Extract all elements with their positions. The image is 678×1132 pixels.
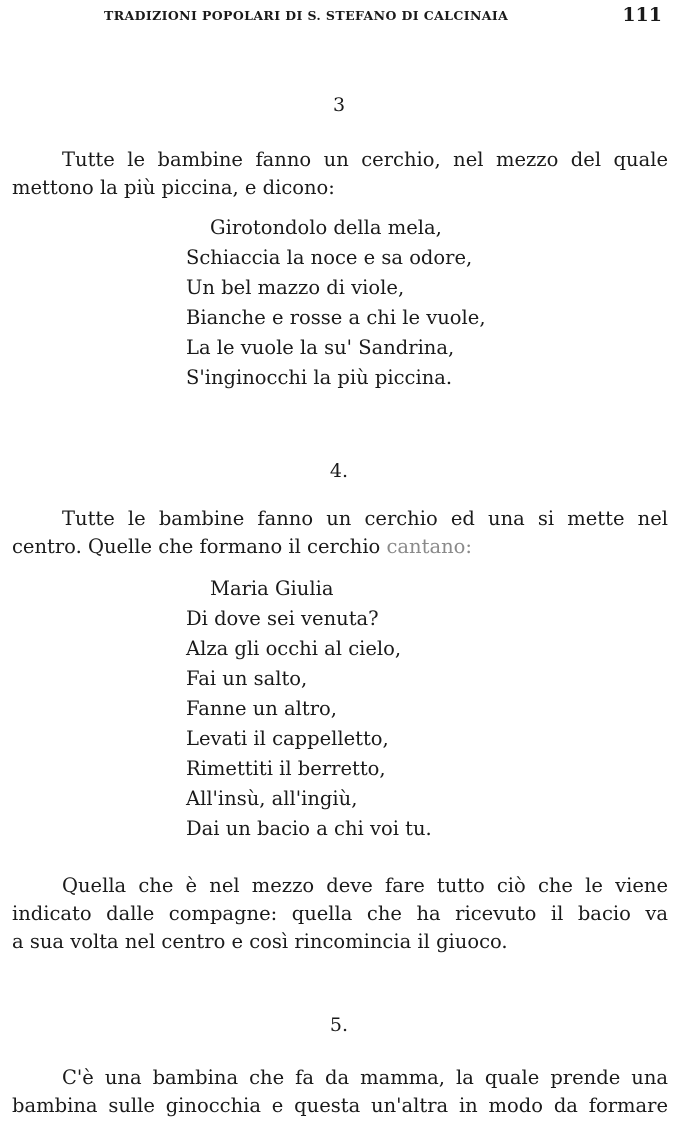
intro-line: bambina sulle ginocchia e questa un'altra in modo da formare <box>12 1094 668 1117</box>
running-head: TRADIZIONI POPOLARI DI S. STEFANO DI CALCINAIA <box>104 8 509 23</box>
verse-line: Girotondolo della mela, <box>210 216 442 239</box>
outro-line: Quella che è nel mezzo deve fare tutto ciò che le viene <box>62 874 668 897</box>
section-4-outro <box>12 872 668 956</box>
verse-line: Di dove sei venuta? <box>186 607 379 630</box>
verse-line: S'inginocchi la più piccina. <box>186 366 453 389</box>
verse-line: Rimettiti il berretto, <box>186 757 386 780</box>
section-number-3: 3 <box>332 94 346 116</box>
page-number: 111 <box>622 4 662 26</box>
verse-line: Fanne un altro, <box>186 697 337 720</box>
verse-line: All'insù, all'ingiù, <box>186 787 358 810</box>
verse-line: Maria Giulia <box>210 577 334 600</box>
section-4-verse <box>186 574 432 844</box>
intro-line <box>12 533 668 561</box>
verse-line: Bianche e rosse a chi le vuole, <box>186 306 486 329</box>
verse-line: Levati il cappelletto, <box>186 727 389 750</box>
intro-line: mettono la più piccina, e dicono: <box>12 176 335 199</box>
section-3-verse <box>186 213 486 393</box>
verse-line: Un bel mazzo di viole, <box>186 276 405 299</box>
intro-line-text: centro. Quelle che formano il cerchio <box>12 535 381 558</box>
section-3-intro <box>12 146 668 202</box>
verse-line: Fai un salto, <box>186 667 308 690</box>
outro-line: indicato dalle compagne: quella che ha ricevuto il bacio va <box>12 902 668 925</box>
verse-line: La le vuole la su' Sandrina, <box>186 336 455 359</box>
intro-line: Tutte le bambine fanno un cerchio ed una si mette nel <box>62 507 668 530</box>
section-4-intro <box>12 505 668 561</box>
verse-line: Schiaccia la noce e sa odore, <box>186 246 473 269</box>
outro-line: a sua volta nel centro e così rincomincia il giuoco. <box>12 930 508 953</box>
faded-word: cantano: <box>386 535 472 558</box>
section-number-4: 4. <box>329 460 349 482</box>
section-5-intro <box>12 1064 668 1120</box>
verse-line: Alza gli occhi al cielo, <box>186 637 402 660</box>
verse-line: Dai un bacio a chi voi tu. <box>186 817 432 840</box>
section-number-5: 5. <box>329 1014 349 1036</box>
intro-line: C'è una bambina che fa da mamma, la quale prende una <box>62 1066 668 1089</box>
intro-line: Tutte le bambine fanno un cerchio, nel mezzo del quale <box>62 148 668 171</box>
